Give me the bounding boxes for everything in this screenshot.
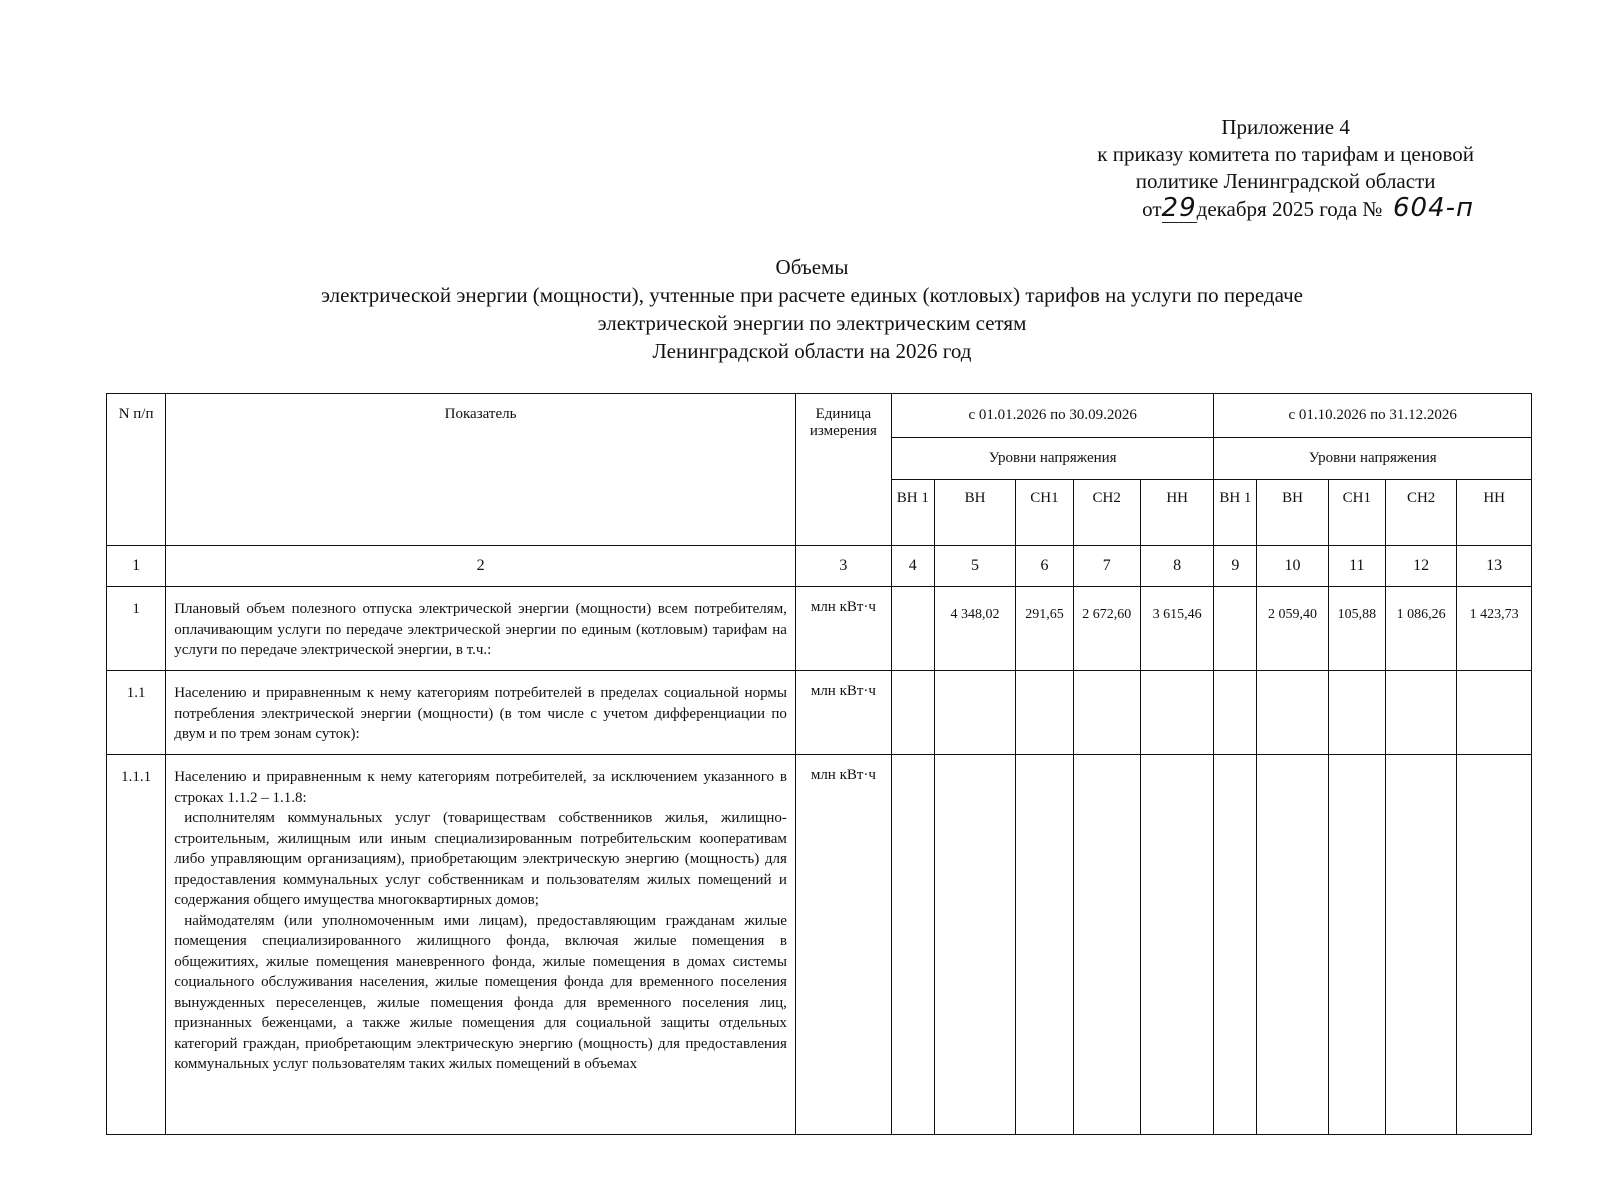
header-period-2: с 01.10.2026 по 31.12.2026 xyxy=(1214,394,1532,438)
row-unit: млн кВт·ч xyxy=(795,587,891,671)
column-number: 3 xyxy=(795,546,891,587)
title-line-3: электрической энергии по электрическим сетям xyxy=(597,311,1027,335)
title-line-4: Ленинградской области на 2026 год xyxy=(652,339,972,363)
table-row xyxy=(107,587,1532,671)
level-sn2: СН2 xyxy=(1073,480,1140,546)
column-number: 9 xyxy=(1214,546,1257,587)
value-cell xyxy=(1385,671,1456,755)
column-number: 11 xyxy=(1328,546,1385,587)
column-number: 5 xyxy=(934,546,1016,587)
value-cell xyxy=(1073,755,1140,1135)
handwritten-day: 29 xyxy=(1161,193,1197,223)
value-cell xyxy=(1385,755,1456,1135)
volumes-table xyxy=(106,393,1532,1135)
value-cell: 1 086,26 xyxy=(1385,587,1456,671)
appendix-block xyxy=(1097,114,1474,223)
header-indicator: Показатель xyxy=(166,394,796,546)
header-levels-1: Уровни напряжения xyxy=(891,438,1214,480)
value-cell xyxy=(1214,755,1257,1135)
value-cell: 291,65 xyxy=(1016,587,1073,671)
indicator-paragraph: наймодателям (или уполномоченным ими лицам), предоставляющим гражданам жилые помещения специализированного жилищного фонда, включая жилые помещения в общежитиях, жилые помещения маневренного фонда, жилые помещения в домах системы социального обслуживания населения, жилые помещения фонда для временного поселения вынужденных переселенцев, жилые помещения фонда для временного поселения лиц, признанных беженцами, а также жилые помещения для социальной защиты отдельных категорий граждан, приобретающим электрическую энергию (мощность) для предоставления коммунальных услуг пользователям таких жилых помещений в объемах xyxy=(174,912,787,1072)
level-nn: НН xyxy=(1457,480,1532,546)
indicator-paragraph: Населению и приравненным к нему категориям потребителей, за исключением указанного в строках 1.1.2 – 1.1.8: xyxy=(174,769,787,806)
level-vn1: ВН 1 xyxy=(1214,480,1257,546)
appendix-date-line xyxy=(1097,195,1474,223)
value-cell xyxy=(891,671,934,755)
title-line-2: электрической энергии (мощности), учтенные при расчете единых (котловых) тарифов на услуги по передаче xyxy=(321,283,1303,307)
value-cell xyxy=(1328,755,1385,1135)
column-number: 8 xyxy=(1140,546,1214,587)
column-number: 1 xyxy=(107,546,166,587)
column-number: 13 xyxy=(1457,546,1532,587)
value-cell: 3 615,46 xyxy=(1140,587,1214,671)
value-cell xyxy=(1140,671,1214,755)
column-number: 10 xyxy=(1257,546,1328,587)
level-nn: НН xyxy=(1140,480,1214,546)
row-unit: млн кВт·ч xyxy=(795,671,891,755)
value-cell xyxy=(1140,755,1214,1135)
title-line-1: Объемы xyxy=(775,255,849,279)
column-number-row xyxy=(107,546,1532,587)
value-cell xyxy=(1016,755,1073,1135)
value-cell xyxy=(934,755,1016,1135)
value-cell xyxy=(891,587,934,671)
date-prefix: от xyxy=(1142,197,1162,221)
level-vn: ВН xyxy=(934,480,1016,546)
handwritten-order-number: 604-п xyxy=(1392,193,1474,223)
column-number: 4 xyxy=(891,546,934,587)
value-cell xyxy=(1214,671,1257,755)
column-number: 6 xyxy=(1016,546,1073,587)
header-num: N п/п xyxy=(107,394,166,546)
row-indicator xyxy=(166,755,796,1135)
value-cell xyxy=(1214,587,1257,671)
row-number: 1 xyxy=(107,587,166,671)
value-cell: 4 348,02 xyxy=(934,587,1016,671)
value-cell xyxy=(1457,671,1532,755)
value-cell xyxy=(1073,671,1140,755)
date-rest: декабря 2025 года № xyxy=(1196,197,1383,221)
table-row xyxy=(107,755,1532,1135)
column-number: 12 xyxy=(1385,546,1456,587)
value-cell xyxy=(1457,755,1532,1135)
value-cell xyxy=(1016,671,1073,755)
appendix-title: Приложение 4 xyxy=(1221,115,1350,139)
level-vn: ВН xyxy=(1257,480,1328,546)
value-cell xyxy=(1257,755,1328,1135)
value-cell xyxy=(1257,671,1328,755)
table-row xyxy=(107,671,1532,755)
level-sn1: СН1 xyxy=(1016,480,1073,546)
row-indicator: Плановый объем полезного отпуска электрической энергии (мощности) всем потребителям, оплачивающим услуги по передаче электрической энергии по единым (котловым) тарифам на услуги по передаче электрической энергии, в т.ч.: xyxy=(166,587,796,671)
level-vn1: ВН 1 xyxy=(891,480,934,546)
level-sn2: СН2 xyxy=(1385,480,1456,546)
level-sn1: СН1 xyxy=(1328,480,1385,546)
column-number: 2 xyxy=(166,546,796,587)
value-cell xyxy=(1328,671,1385,755)
column-number: 7 xyxy=(1073,546,1140,587)
row-unit: млн кВт·ч xyxy=(795,755,891,1135)
document-title xyxy=(0,253,1624,365)
value-cell: 2 672,60 xyxy=(1073,587,1140,671)
header-levels-2: Уровни напряжения xyxy=(1214,438,1532,480)
row-indicator: Населению и приравненным к нему категориям потребителей в пределах социальной нормы потребления электрической энергии (мощности) (в том числе с учетом дифференциации по двум и по трем зонам суток): xyxy=(166,671,796,755)
header-period-1: с 01.01.2026 по 30.09.2026 xyxy=(891,394,1214,438)
appendix-committee: политике Ленинградской области xyxy=(1135,169,1436,193)
value-cell: 2 059,40 xyxy=(1257,587,1328,671)
indicator-paragraph: исполнителям коммунальных услуг (товариществам собственников жилья, жилищно-строительным, жилищным или иным специализированным потребительским кооперативам либо управляющим организациям), приобретающим электрическую энергию (мощность) для предоставления коммунальных услуг собственникам и пользователям жилых помещений и содержания общего имущества многоквартирных домов; xyxy=(174,810,787,908)
row-number: 1.1 xyxy=(107,671,166,755)
value-cell: 1 423,73 xyxy=(1457,587,1532,671)
header-unit: Единица измерения xyxy=(795,394,891,546)
value-cell: 105,88 xyxy=(1328,587,1385,671)
row-number: 1.1.1 xyxy=(107,755,166,1135)
value-cell xyxy=(891,755,934,1135)
appendix-order-ref: к приказу комитета по тарифам и ценовой xyxy=(1097,142,1474,166)
value-cell xyxy=(934,671,1016,755)
